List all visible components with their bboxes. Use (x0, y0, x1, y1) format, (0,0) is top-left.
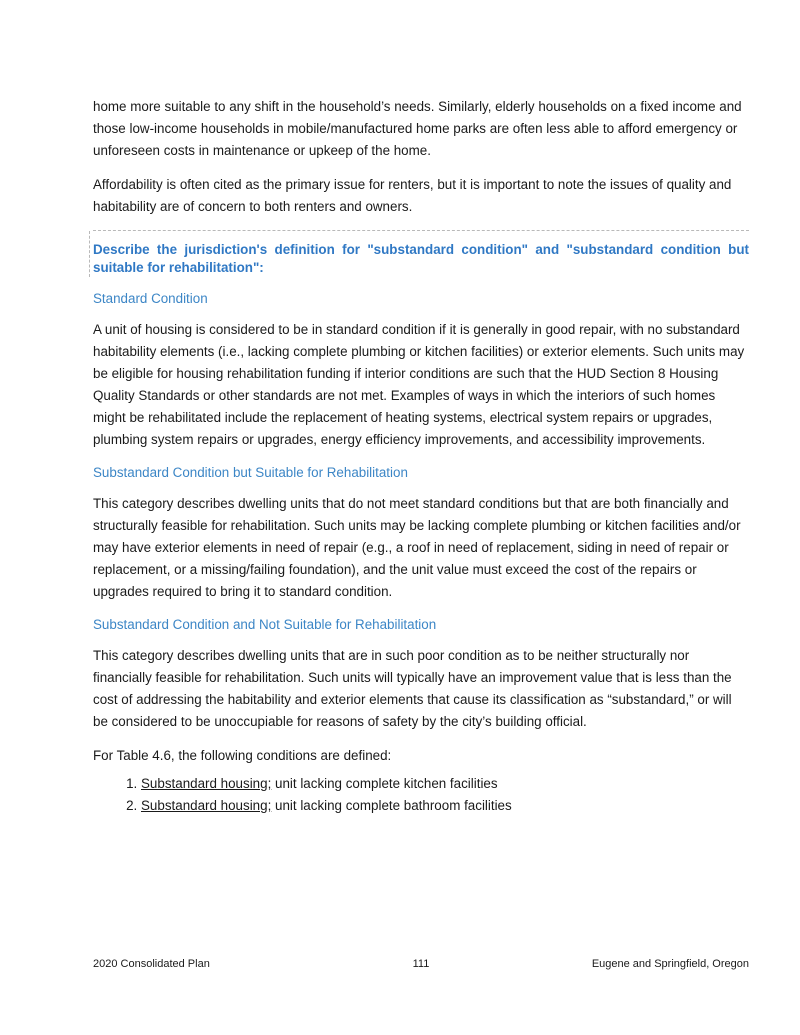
list-item (141, 795, 749, 817)
document-page (93, 96, 749, 817)
list-item-term: Substandard housing; (141, 776, 272, 791)
list-item (141, 773, 749, 795)
conditions-list (93, 773, 749, 817)
body-paragraph: Affordability is often cited as the primary issue for renters, but it is important to note the issues of quality and habitability are of concern to both renters and owners. (93, 177, 732, 214)
question-heading: Describe the jurisdiction's definition for "substandard condition" and "substandard condition but suitable for rehabilitation": (93, 242, 749, 275)
question-block (93, 230, 749, 277)
page-footer (93, 958, 749, 974)
section-paragraph-standard: A unit of housing is considered to be in standard condition if it is generally in good repair, with no substandard habitability elements (i.e., lacking complete plumbing or kitchen facilities) or exterior elements. Such units may be eligible for housing rehabilitation funding if interior conditions are such that the HUD Section 8 Housing Quality Standards or other standards are not met. Examples of ways in which the interiors of such homes might be rehabilitated include the replacement of heating systems, electrical system repairs or upgrades, plumbing system repairs or upgrades, energy efficiency improvements, and accessibility improvements. (93, 322, 745, 447)
section-heading-standard: Standard Condition (93, 291, 208, 306)
footer-location: Eugene and Springfield, Oregon (591, 958, 749, 970)
section-heading-substandard-suitable: Substandard Condition but Suitable for Rehabilitation (93, 465, 408, 480)
section-paragraph-substandard-suitable: This category describes dwelling units that do not meet standard conditions but that are both financially and structurally feasible for rehabilitation. Such units may be lacking complete plumbing or kitchen facilities and/or may have exterior elements in need of repair (e.g., a roof in need of replacement, siding in need of repair or replacement, or a missing/failing foundation), and the unit value must exceed the cost of the repairs or upgrades required to bring it to standard condition. (93, 496, 741, 599)
list-item-desc: unit lacking complete bathroom facilities (271, 798, 512, 813)
section-heading-substandard-not-suitable: Substandard Condition and Not Suitable for Rehabilitation (93, 617, 437, 632)
page-number: 111 (412, 958, 430, 970)
table-intro: For Table 4.6, the following conditions are defined: (93, 748, 392, 763)
footer-title: 2020 Consolidated Plan (93, 958, 210, 970)
section-paragraph-substandard-not-suitable: This category describes dwelling units that are in such poor condition as to be neither structurally nor financially feasible for rehabilitation. Such units will typically have an improvement value that is less than the cost of addressing the habitability and exterior elements that cause its classification as “substandard,” or will be considered to be unoccupiable for reasons of safety by the city’s building official. (93, 648, 732, 729)
list-item-desc: unit lacking complete kitchen facilities (271, 776, 498, 791)
body-paragraph: home more suitable to any shift in the household’s needs. Similarly, elderly households on a fixed income and those low-income households in mobile/manufactured home parks are often less able to afford emergency or unforeseen costs in maintenance or upkeep of the home. (93, 99, 742, 158)
list-item-term: Substandard housing; (141, 798, 272, 813)
